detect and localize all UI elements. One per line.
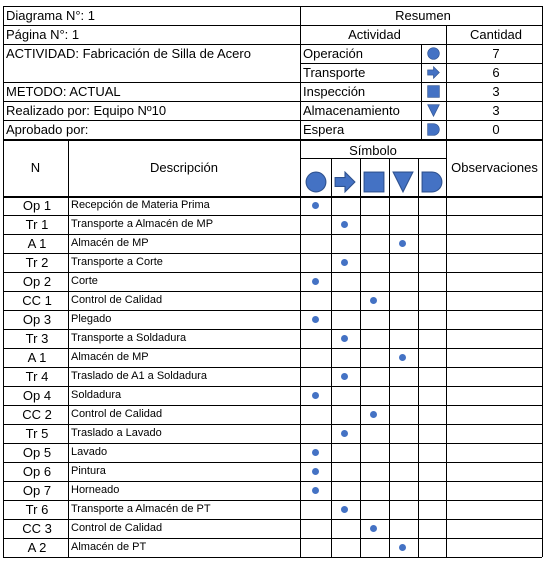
grid-h-line — [3, 310, 542, 311]
row-n: Tr 4 — [25, 369, 49, 384]
summary-label-circle: Operación — [303, 46, 363, 61]
row-dot-marker — [312, 316, 319, 323]
row-n: Op 4 — [22, 388, 52, 403]
row-description: Almacén de MP — [71, 237, 149, 249]
grid-h-line — [3, 348, 542, 349]
row-dot-marker — [370, 525, 377, 532]
summary-label-triangle: Almacenamiento — [303, 103, 400, 118]
grid-h-line — [3, 196, 543, 198]
row-dot-marker — [370, 297, 377, 304]
row-n: Op 5 — [22, 445, 52, 460]
row-dot-marker — [370, 411, 377, 418]
row-n: CC 1 — [22, 293, 52, 308]
row-dot-marker — [312, 449, 319, 456]
grid-h-line — [3, 462, 542, 463]
summary-arrow-icon — [427, 66, 440, 79]
row-dot-marker — [341, 259, 348, 266]
row-description: Traslado a Lavado — [71, 427, 162, 439]
row-n: Op 7 — [22, 483, 52, 498]
grid-h-line — [3, 500, 542, 501]
summary-triangle-icon — [427, 104, 440, 117]
grid-h-line — [300, 158, 446, 159]
flow-process-chart — [3, 6, 543, 562]
grid-v-line — [389, 158, 390, 557]
header-d-shape-icon — [421, 171, 443, 193]
row-n: Tr 6 — [25, 502, 49, 517]
grid-h-line — [3, 272, 542, 273]
grid-v-line — [542, 6, 543, 557]
row-dot-marker — [312, 392, 319, 399]
summary-d-shape-icon — [427, 123, 440, 136]
row-n: CC 2 — [22, 407, 52, 422]
col-n-header: N — [30, 160, 41, 175]
grid-h-line — [3, 481, 542, 482]
grid-h-line — [3, 6, 543, 7]
header-triangle-icon — [392, 171, 414, 193]
grid-h-line — [3, 234, 542, 235]
row-dot-marker — [341, 430, 348, 437]
summary-count-triangle: 3 — [492, 103, 500, 118]
grid-h-line — [3, 386, 542, 387]
grid-h-line — [3, 253, 542, 254]
grid-h-line — [3, 291, 542, 292]
row-dot-marker — [312, 487, 319, 494]
grid-v-line — [418, 158, 419, 557]
row-description: Soldadura — [71, 389, 122, 401]
grid-h-line — [3, 101, 300, 102]
grid-h-line — [3, 25, 542, 26]
grid-v-line — [421, 44, 422, 139]
summary-count-d-shape: 0 — [492, 122, 500, 137]
row-dot-marker — [312, 468, 319, 475]
row-description: Transporte a Almacén de PT — [71, 503, 211, 515]
row-description: Traslado de A1 a Soldadura — [71, 370, 207, 382]
row-description: Control de Calidad — [71, 294, 163, 306]
grid-h-line — [3, 405, 542, 406]
summary-title: Resumen — [395, 8, 451, 23]
row-n: Tr 3 — [25, 331, 49, 346]
row-description: Almacén de PT — [71, 541, 147, 553]
row-description: Corte — [71, 275, 98, 287]
col-description-header: Descripción — [150, 160, 218, 175]
summary-circle-icon — [427, 47, 440, 60]
grid-h-line — [3, 44, 542, 45]
row-description: Horneado — [71, 484, 120, 496]
grid-h-line — [3, 519, 542, 520]
grid-h-line — [3, 82, 300, 83]
row-dot-marker — [399, 544, 406, 551]
row-dot-marker — [341, 335, 348, 342]
header-square-icon — [363, 171, 385, 193]
summary-count-circle: 7 — [492, 46, 500, 61]
row-description: Plegado — [71, 313, 112, 325]
grid-v-line — [331, 158, 332, 557]
method: METODO: ACTUAL — [6, 84, 121, 99]
grid-v-line — [446, 139, 447, 557]
row-n: Tr 5 — [25, 426, 49, 441]
row-description: Control de Calidad — [71, 408, 163, 420]
grid-h-line — [3, 215, 542, 216]
header-circle-icon — [305, 171, 327, 193]
row-description: Transporte a Soldadura — [71, 332, 187, 344]
row-description: Transporte a Almacén de MP — [71, 218, 214, 230]
row-description: Recepción de Materia Prima — [71, 199, 210, 211]
row-dot-marker — [399, 240, 406, 247]
col-observations-header: Observaciones — [451, 160, 538, 175]
header-arrow-icon — [334, 171, 356, 193]
approved-by: Aprobado por: — [6, 122, 89, 137]
row-dot-marker — [312, 202, 319, 209]
row-n: A 2 — [27, 540, 47, 555]
row-description: Control de Calidad — [71, 522, 163, 534]
summary-count-square: 3 — [492, 84, 500, 99]
row-n: Tr 1 — [25, 217, 49, 232]
summary-count-arrow: 6 — [492, 65, 500, 80]
grid-h-line — [3, 139, 543, 141]
summary-label-square: Inspección — [303, 84, 366, 99]
grid-h-line — [3, 120, 300, 121]
made-by: Realizado por: Equipo Nº10 — [6, 103, 167, 118]
summary-square-icon — [427, 85, 440, 98]
summary-label-d-shape: Espera — [303, 122, 345, 137]
grid-v-line — [360, 158, 361, 557]
grid-v-line — [446, 25, 447, 139]
page-number: Página N°: 1 — [6, 27, 80, 42]
row-n: A 1 — [27, 350, 47, 365]
grid-v-line — [68, 139, 69, 557]
row-description: Pintura — [71, 465, 106, 477]
row-dot-marker — [341, 221, 348, 228]
grid-v-line — [300, 6, 301, 557]
diagram-number: Diagrama N°: 1 — [6, 8, 96, 23]
row-n: Op 6 — [22, 464, 52, 479]
row-n: A 1 — [27, 236, 47, 251]
grid-h-line — [3, 557, 542, 558]
grid-h-line — [3, 538, 542, 539]
row-n: Op 2 — [22, 274, 52, 289]
grid-h-line — [3, 329, 542, 330]
row-n: Op 1 — [22, 198, 52, 213]
row-dot-marker — [341, 506, 348, 513]
row-n: Op 3 — [22, 312, 52, 327]
activity-title: ACTIVIDAD: Fabricación de Silla de Acero — [6, 46, 251, 61]
row-dot-marker — [341, 373, 348, 380]
row-description: Lavado — [71, 446, 108, 458]
col-symbol-header: Símbolo — [349, 143, 397, 158]
row-description: Almacén de MP — [71, 351, 149, 363]
grid-h-line — [3, 443, 542, 444]
summary-quantity-header: Cantidad — [469, 27, 523, 42]
summary-label-arrow: Transporte — [303, 65, 366, 80]
grid-v-line — [3, 6, 4, 557]
summary-activity-header: Actividad — [348, 27, 401, 42]
row-n: Tr 2 — [25, 255, 49, 270]
row-description: Transporte a Corte — [71, 256, 163, 268]
grid-h-line — [3, 367, 542, 368]
row-n: CC 3 — [22, 521, 52, 536]
row-dot-marker — [312, 278, 319, 285]
grid-h-line — [3, 424, 542, 425]
row-dot-marker — [399, 354, 406, 361]
